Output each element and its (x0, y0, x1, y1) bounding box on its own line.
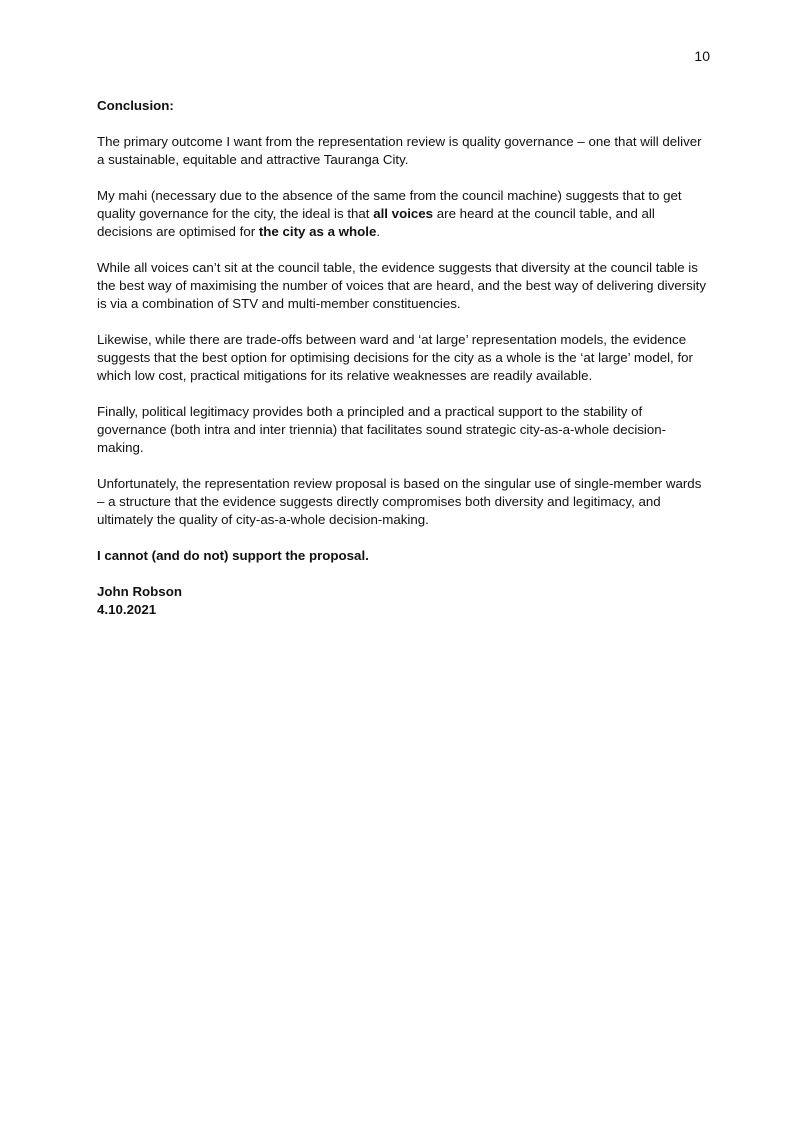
page-number: 10 (694, 48, 710, 64)
closing-statement: I cannot (and do not) support the proposal. (97, 548, 369, 563)
paragraph-mahi-text-1: My mahi (necessary due to the absence of the same from the council machine) suggests that to get quality governance for the city, the ideal is that (97, 188, 682, 221)
document-body (97, 97, 709, 619)
paragraph-proposal: Unfortunately, the representation review proposal is based on the singular use of single-member wards – a structure that the evidence suggests directly compromises both diversity and legitimacy, and ultimately the quality of city-as-a-whole decision-making. (97, 476, 702, 527)
paragraph-mahi (97, 187, 709, 241)
paragraph-mahi-text-3: . (376, 224, 381, 239)
emphasis-all-voices: all voices (373, 206, 434, 221)
paragraph-legitimacy: Finally, political legitimacy provides both a principled and a practical support to the stability of governance (both intra and inter triennia) that facilitates sound strategic city-as-a-whole decision-making. (97, 404, 667, 455)
signature-date: 4.10.2021 (97, 602, 157, 617)
paragraph-mahi-text-2: are heard at the council table, and all decisions are optimised for (97, 206, 655, 239)
paragraph-diversity: While all voices can’t sit at the council table, the evidence suggests that diversity at the council table is the best way of maximising the number of voices that are heard, and the best way of delivering diversity is via a combination of STV and multi-member constituencies. (97, 260, 707, 311)
paragraph-at-large: Likewise, while there are trade-offs between ward and ‘at large’ representation models, the evidence suggests that the best option for optimising decisions for the city as a whole is the ‘at large’ model, for which low cost, practical mitigations for its relative weaknesses are readily available. (97, 332, 693, 383)
section-heading: Conclusion: (97, 98, 174, 113)
paragraph-primary-outcome: The primary outcome I want from the representation review is quality governance – one that will deliver a sustainable, equitable and attractive Tauranga City. (97, 134, 702, 167)
emphasis-city-as-whole: the city as a whole (258, 224, 377, 239)
signature-name: John Robson (97, 584, 182, 599)
